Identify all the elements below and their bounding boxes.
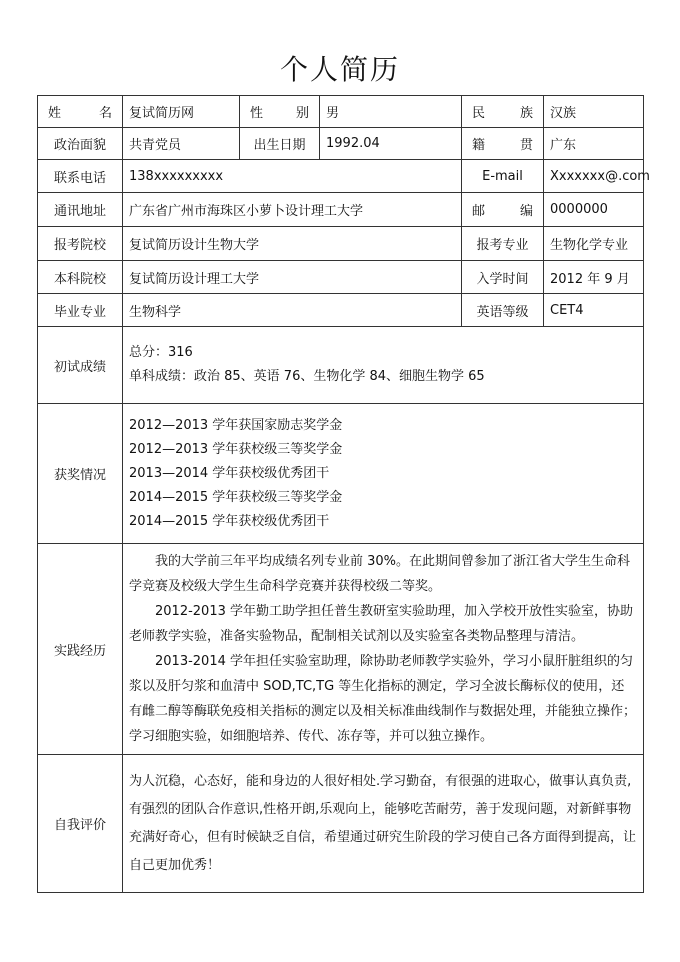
exam-label: 初试成绩 (38, 327, 123, 404)
target-school-value: 复试简历设计生物大学 (123, 227, 462, 261)
award-item: 2012—2013 学年获国家励志奖学金 (129, 417, 343, 433)
postcode-value: 0000000 (544, 193, 644, 227)
award-item: 2014—2015 学年获校级优秀团干 (129, 513, 330, 529)
enroll-time-label: 入学时间 (462, 261, 544, 294)
grad-major-value: 生物科学 (123, 294, 462, 327)
birth-label: 出生日期 (240, 128, 320, 160)
origin-value: 广东 (544, 128, 644, 160)
table-row (38, 128, 644, 160)
undergrad-school-label: 本科院校 (38, 261, 123, 294)
table-row (38, 294, 644, 327)
table-row (38, 96, 644, 128)
exam-subjects: 单科成绩：政治 85、英语 76、生物化学 84、细胞生物学 65 (129, 369, 485, 384)
table-row (38, 227, 644, 261)
table-row (38, 404, 644, 544)
email-value: Xxxxxxx@.com (544, 160, 644, 193)
enroll-time-value: 2012 年 9 月 (544, 261, 644, 294)
table-row (38, 160, 644, 193)
ethnicity-value: 汉族 (544, 96, 644, 128)
gender-label: 性 别 (240, 96, 320, 128)
resume-table (37, 95, 650, 893)
email-label: E-mail (462, 160, 544, 193)
award-item: 2014—2015 学年获校级三等奖学金 (129, 489, 343, 505)
page-title: 个人简历 (279, 53, 400, 86)
self-eval-label: 自我评价 (38, 755, 123, 893)
postcode-label: 邮 编 (462, 193, 544, 227)
self-eval-content (123, 755, 644, 893)
address-value: 广东省广州市海珠区小萝卜设计理工大学 (123, 193, 462, 227)
practice-label: 实践经历 (38, 544, 123, 755)
exam-content (123, 327, 644, 404)
table-row (38, 755, 644, 893)
phone-label: 联系电话 (38, 160, 123, 193)
political-label: 政治面貌 (38, 128, 123, 160)
practice-paragraph: 2013-2014 学年担任实验室助理，除协助老师教学实验外，学习小鼠肝脏组织的匀浆以及肝匀浆和血清中 SOD,TC,TG 等生化指标的测定，学习全波长酶标仪的使用，还有雌二醇等酶联免疫相关指标的测定以及相关标准曲线制作与数据处理，并能独立操作；学习细胞实验，如细胞培养、传代、冻存等，并可以独立操作。 (129, 654, 637, 744)
table-row (38, 261, 644, 294)
grad-major-label: 毕业专业 (38, 294, 123, 327)
undergrad-school-value: 复试简历设计理工大学 (123, 261, 462, 294)
practice-content (123, 544, 644, 755)
table-row (38, 544, 644, 755)
name-label: 姓 名 (38, 96, 123, 128)
origin-label: 籍 贯 (462, 128, 544, 160)
political-value: 共青党员 (123, 128, 240, 160)
address-label: 通讯地址 (38, 193, 123, 227)
english-label: 英语等级 (462, 294, 544, 327)
self-eval-text: 为人沉稳，心态好，能和身边的人很好相处.学习勤奋，有很强的进取心，做事认真负责,有强烈的团队合作意识,性格开朗,乐观向上，能够吃苦耐劳，善于发现问题，对新鲜事物充满好奇心，但有时候缺乏自信，希望通过研究生阶段的学习使自己各方面得到提高，让自己更加优秀！ (129, 773, 637, 873)
awards-content (123, 404, 644, 544)
phone-value: 138xxxxxxxxx (123, 160, 462, 193)
table-row (38, 193, 644, 227)
award-item: 2012—2013 学年获校级三等奖学金 (129, 441, 343, 457)
award-item: 2013—2014 学年获校级优秀团干 (129, 465, 330, 481)
target-major-label: 报考专业 (462, 227, 544, 261)
gender-value: 男 (320, 96, 462, 128)
practice-paragraph: 我的大学前三年平均成绩名列专业前 30%。在此期间曾参加了浙江省大学生生命科学竞赛及校级大学生生命科学竞赛并获得校级二等奖。 (129, 554, 631, 594)
target-major-value: 生物化学专业 (544, 227, 644, 261)
english-value: CET4 (544, 294, 644, 327)
birth-value: 1992.04 (320, 128, 462, 160)
awards-label: 获奖情况 (38, 404, 123, 544)
practice-paragraph: 2012-2013 学年勤工助学担任普生教研室实验助理，加入学校开放性实验室，协助老师教学实验，准备实验物品，配制相关试剂以及实验室各类物品整理与清洁。 (129, 604, 633, 644)
table-row (38, 327, 644, 404)
target-school-label: 报考院校 (38, 227, 123, 261)
ethnicity-label: 民 族 (462, 96, 544, 128)
exam-total: 总分：316 (129, 345, 193, 360)
name-value: 复试简历网 (123, 96, 240, 128)
